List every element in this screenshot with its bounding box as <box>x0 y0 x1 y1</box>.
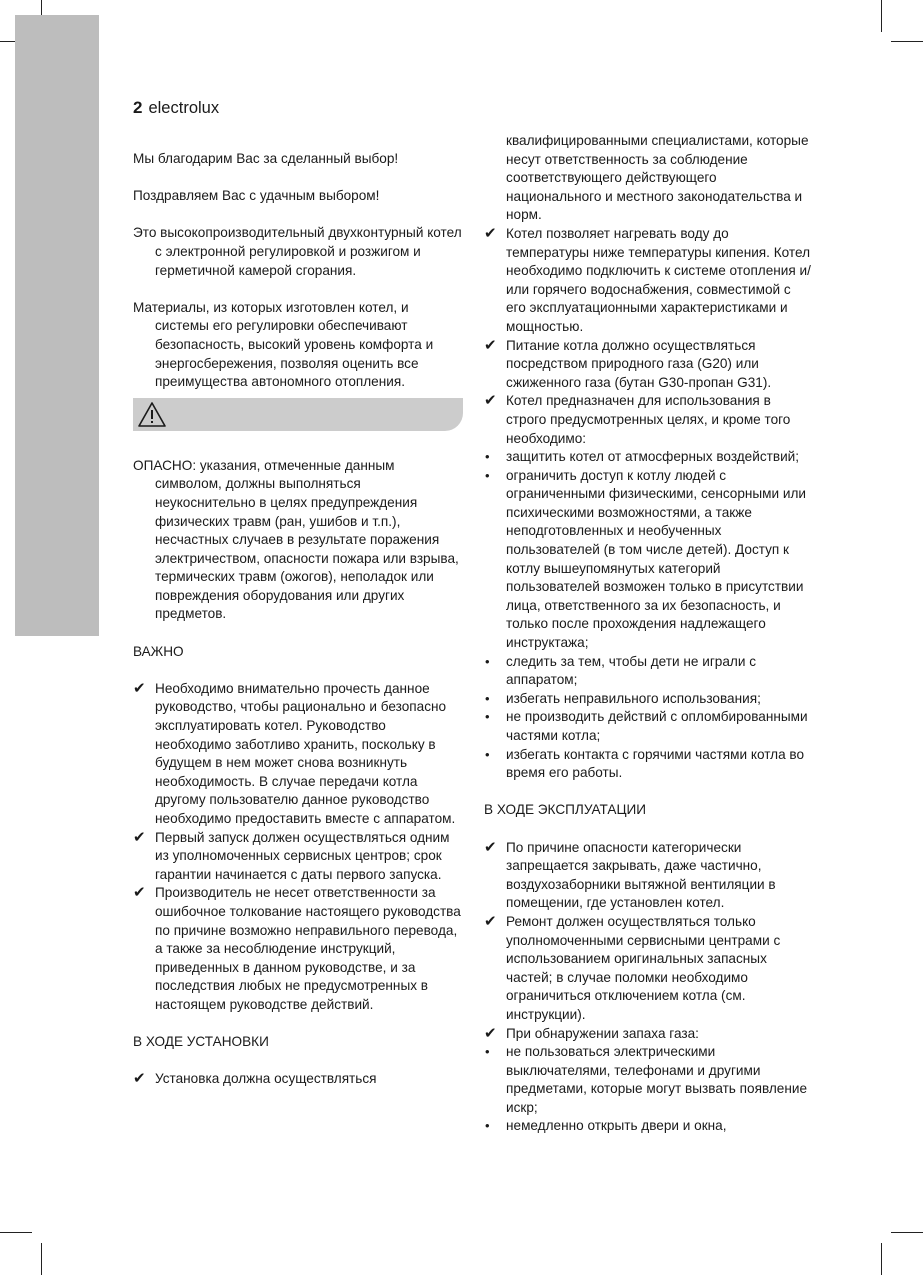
bullet-icon: • <box>485 1118 490 1134</box>
bullet-icon: • <box>485 467 490 483</box>
list-item: ✔ По причине опасности категорически запрещается закрывать, даже частично, воздухозаборники вытяжной вентиляции в помещении, где установлен котел. <box>484 838 776 911</box>
list-item: • избегать неправильного использования; <box>484 690 814 709</box>
intro-paragraph: Поздравляем Вас с удачным выбором! <box>133 188 380 204</box>
check-icon: ✔ <box>484 224 497 242</box>
list-item: • избегать контакта с горячими частями котла во время его работы. <box>485 746 805 781</box>
bullet-icon: • <box>485 709 490 725</box>
list-item: ✔ Питание котла должно осуществляться посредством природного газа (G20) или сжиженного газа (бутан G30-пропан G31). <box>484 336 772 390</box>
left-column <box>133 150 463 1089</box>
check-icon: ✔ <box>484 838 497 856</box>
check-icon: ✔ <box>484 1024 497 1042</box>
list-item: ✔ Ремонт должен осуществляться только уполномоченными сервисными центрами с использованием оригинальных запасных частей; в случае поломки необходимо ограничиться отключением котла (см. инструкции). <box>484 912 781 1022</box>
list-item: ✔ Необходимо внимательно прочесть данное руководство, чтобы рационально и безопасно эксплуатировать котел. Руководство необходимо заботливо хранить, поскольку в будущем в нем может снова возникнуть необходимость. В случае передачи котла другому пользователю данное руководство необходимо предоставить вместе с аппаратом. <box>133 679 456 826</box>
list-item: • немедленно открыть двери и окна, <box>484 1117 814 1136</box>
page-header <box>133 98 219 118</box>
intro-paragraph: Материалы, из которых изготовлен котел, и системы его регулировки обеспечивают безопасность, высокий уровень комфорта и энергосбережения, позволяя оценить все преимущества автономного отопления. <box>133 299 434 390</box>
list-item: ✔ Производитель не несет ответственности за ошибочное толкование настоящего руководства по причине возможно неправильного перевода, а также за несоблюдение инструкций, приведенных в данном руководстве, и за последствия любых не предусмотренных в настоящем руководстве действий. <box>133 884 461 1012</box>
crop-mark <box>881 1243 882 1275</box>
check-icon: ✔ <box>133 828 146 846</box>
warning-triangle-icon <box>137 401 167 428</box>
installation-heading: В ХОДЕ УСТАНОВКИ <box>133 1034 269 1050</box>
side-tab <box>15 15 99 636</box>
check-icon: ✔ <box>484 912 497 930</box>
check-icon: ✔ <box>484 336 497 354</box>
bullet-icon: • <box>485 653 490 669</box>
list-item: ✔ При обнаружении запаха газа: <box>484 1024 699 1042</box>
intro-paragraph: Мы благодарим Вас за сделанный выбор! <box>133 151 399 166</box>
list-item: • защитить котел от атмосферных воздействий; <box>484 448 814 467</box>
warning-bar <box>133 398 463 431</box>
list-item: ✔ Котел предназначен для использования в строго предусмотренных целях, и кроме того необходимо: <box>484 392 791 446</box>
bullet-icon: • <box>485 449 490 465</box>
list-item: • не пользоваться электрическими выключателями, телефонами и другими предметами, которые могут вызвать появление искр; <box>485 1044 808 1115</box>
list-item: ✔ Установка должна осуществляться <box>133 1070 377 1088</box>
brand-name: electrolux <box>148 99 220 117</box>
crop-mark <box>0 1232 32 1233</box>
list-item: • ограничить доступ к котлу людей с ограниченными физическими, сенсорными или психическими возможностями, а также неподготовленных и необученных пользователей (в том числе детей). Доступ к котлу вышеупомянутых категорий пользователей возможен только в присутствии лица, ответственного за их безопасность, и только после прохождения надлежащего инструктажа; <box>485 467 807 651</box>
operation-heading: В ХОДЕ ЭКСПЛУАТАЦИИ <box>484 802 647 818</box>
crop-mark <box>891 1232 923 1233</box>
check-icon: ✔ <box>133 884 146 902</box>
bullet-icon: • <box>485 746 490 762</box>
bullet-icon: • <box>485 690 490 706</box>
check-icon: ✔ <box>133 1070 146 1088</box>
crop-mark <box>41 1243 42 1275</box>
intro-paragraph: Это высокопроизводительный двухконтурный котел с электронной регулировкой и розжигом и герметичной камерой сгорания. <box>133 225 462 278</box>
list-item: • не производить действий с опломбированными частями котла; <box>485 709 808 743</box>
list-item: • следить за тем, чтобы дети не играли с аппаратом; <box>485 653 757 688</box>
important-list <box>133 680 463 1015</box>
crop-mark <box>881 0 882 32</box>
check-icon: ✔ <box>133 679 146 697</box>
page-number: 2 <box>133 98 143 117</box>
list-item-continued: квалифицированными специалистами, которые несут ответственность за соблюдение соответствующего действующего национального и местного законодательства и норм. <box>506 133 809 223</box>
check-icon: ✔ <box>484 392 497 410</box>
bullet-icon: • <box>485 1044 490 1060</box>
crop-mark <box>891 41 923 42</box>
danger-paragraph: ОПАСНО: указания, отмеченные данным символом, должны выполняться неукоснительно в целях предупреждения физических травм (ран, ушибов и т.п.), несчастных случаев в результате поражения электричеством, опасности пожара или взрыва, термических травм (ожогов), неполадок или повреждения оборудования или других предметов. <box>133 457 459 622</box>
list-item: ✔ Первый запуск должен осуществляться одним из уполномоченных сервисных центров; срок гарантии начинается с даты первого запуска. <box>133 828 450 882</box>
important-heading: ВАЖНО <box>133 643 184 659</box>
right-column <box>484 132 814 1136</box>
list-item: ✔ Котел позволяет нагревать воду до температуры ниже температуры кипения. Котел необходимо подключить к системе отопления и/или горячего водоснабжения, совместимой с его эксплуатационными характеристиками и мощностью. <box>484 224 811 334</box>
